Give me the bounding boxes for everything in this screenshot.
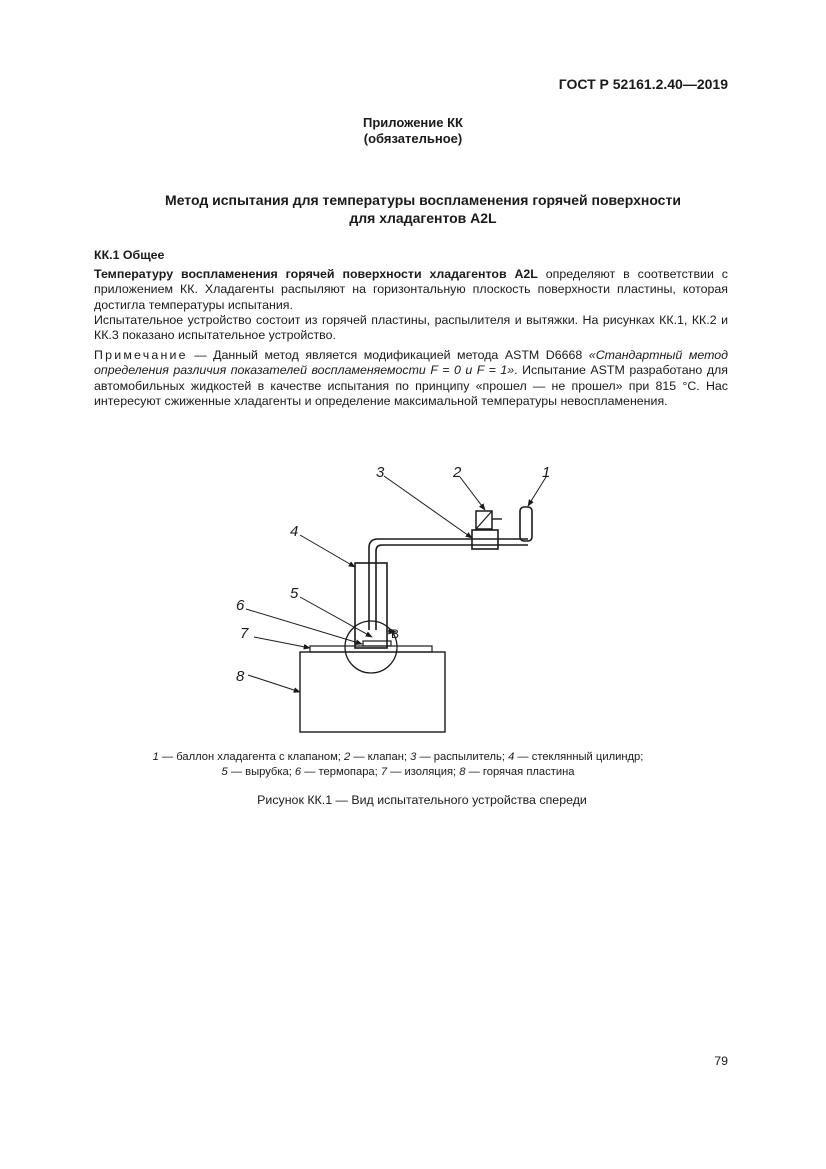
main-title — [60, 191, 786, 227]
legend-item: 3 — распылитель; — [410, 751, 509, 763]
label-8: 8 — [236, 668, 245, 685]
detail-circle-b — [345, 621, 400, 673]
note-italic: «Стандартный метод определения различия показателей воспламеняемости F = 0 и F = 1» — [94, 348, 728, 378]
main-title-line-1: Метод испытания для температуры воспламенения горячей поверхности — [165, 192, 681, 208]
label-3: 3 — [376, 464, 385, 481]
legend-item: 1 — баллон хладагента с клапаном; — [152, 751, 345, 763]
figure-legend — [120, 750, 676, 780]
paragraph-1-bold: Температуру воспламенения горячей поверхности хладагентов A2L — [94, 267, 538, 281]
label-1: 1 — [542, 464, 551, 481]
legend-item: 8 — горячая пластина — [459, 766, 575, 778]
standard-code: ГОСТ Р 52161.2.40—2019 — [558, 76, 728, 92]
note-paragraph — [94, 348, 728, 410]
label-7: 7 — [240, 625, 249, 642]
label-4: 4 — [290, 523, 299, 540]
section-heading: КК.1 Общее — [94, 248, 165, 262]
label-6: 6 — [236, 597, 245, 614]
legend-item: 5 — вырубка; — [221, 766, 295, 778]
note-dash: — Данный метод является модификацией метода ASTM D6668 — [187, 348, 589, 362]
test-device-figure — [150, 455, 670, 745]
refrigerant-cylinder — [520, 507, 532, 541]
legend-item: 7 — изоляция; — [380, 766, 460, 778]
label-5: 5 — [290, 585, 299, 602]
legend-item: 6 — термопара; — [294, 766, 381, 778]
appendix-title: Приложение КК — [363, 115, 463, 130]
paragraph-2-text: Испытательное устройство состоит из горячей пластины, распылителя и вытяжки. На рисунках КК.1, КК.2 и КК.3 показано испытательное устройство. — [94, 313, 728, 343]
note-label: Примечание — [94, 348, 188, 362]
appendix-heading — [0, 115, 826, 147]
spray-pipe — [369, 539, 528, 630]
insulation-layer — [310, 646, 432, 652]
paragraph-1 — [94, 267, 728, 313]
figure-caption: Рисунок КК.1 — Вид испытательного устройства спереди — [257, 793, 587, 807]
label-b: B — [391, 627, 400, 641]
paragraph-1-text: определяют в соответствии с приложением КК. Хладагенты распыляют на горизонтальную плоскость поверхности пластины, которая достигла температуры испытания. — [94, 267, 728, 312]
legend-item: 2 — клапан; — [344, 751, 411, 763]
glass-cylinder — [355, 563, 387, 648]
legend-item: 4 — стеклянный цилиндр; — [508, 751, 644, 763]
main-title-line-2: для хладагентов A2L — [349, 210, 497, 226]
label-2: 2 — [453, 464, 462, 481]
paragraph-2 — [94, 313, 728, 344]
page-number: 79 — [714, 1054, 728, 1068]
appendix-status: (обязательное) — [363, 131, 463, 146]
note-rest: . Испытание ASTM разработано для автомобильных жидкостей в качестве испытания по принципу «прошел — не прошел» при 815 °С. Нас интересуют сжиженные хладагенты и определение максимальной температуры невоспламенения. — [94, 363, 728, 409]
hot-plate — [300, 652, 445, 732]
